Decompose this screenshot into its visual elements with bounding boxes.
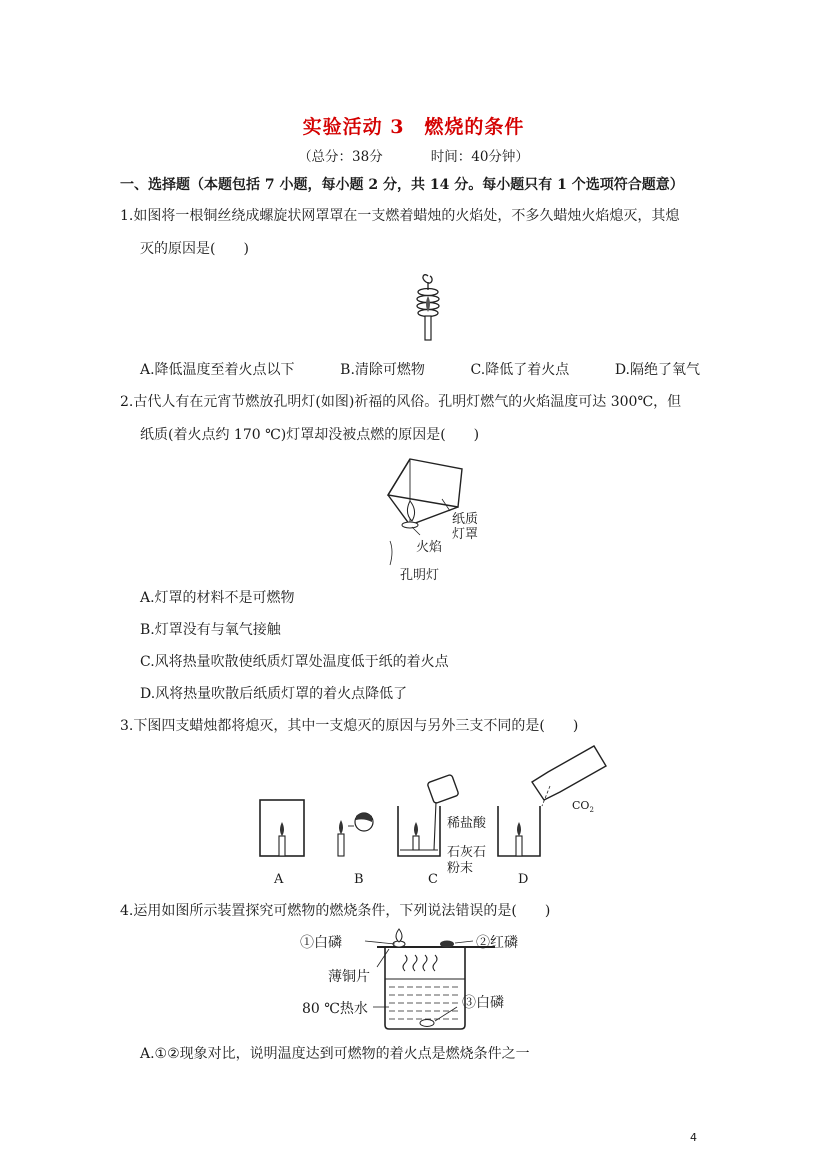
q3-label-limestone: 石灰石 bbox=[447, 845, 487, 860]
section-heading: 一、选择题（本题包括 7 小题，每小题 2 分，共 14 分。每小题只有 1 个选项符合题意） bbox=[120, 177, 684, 193]
page-number: 4 bbox=[690, 1131, 697, 1144]
q4-label-white-p-3: ③白磷 bbox=[462, 995, 504, 1011]
time-limit: 时间：40分钟） bbox=[430, 149, 529, 165]
q1-option-a[interactable]: A.降低温度至着火点以下 bbox=[140, 362, 295, 378]
q1-figure-coil-candle bbox=[408, 272, 448, 347]
q2-label-flame: 火焰 bbox=[416, 540, 443, 555]
question-3-line1: 3.下图四支蜡烛都将熄灭，其中一支熄灭的原因与另外三支不同的是( ) bbox=[120, 718, 579, 734]
question-1-options bbox=[140, 359, 700, 379]
q4-label-red-p-2: ②红磷 bbox=[476, 935, 518, 951]
co2-subscript: 2 bbox=[589, 806, 594, 815]
q3-label-c: C bbox=[428, 872, 438, 887]
q4-label-copper-sheet: 薄铜片 bbox=[328, 969, 370, 985]
question-1-line1: 1.如图将一根铜丝绕成螺旋状网罩罩在一支燃着蜡烛的火焰处，不多久蜡烛火焰熄灭，其熄 bbox=[120, 208, 680, 224]
q4-label-white-p-1: ①白磷 bbox=[300, 935, 342, 951]
q3-label-b: B bbox=[354, 872, 364, 887]
question-4-line1: 4.运用如图所示装置探究可燃物的燃烧条件，下列说法错误的是( ) bbox=[120, 903, 551, 919]
q3-label-powder: 粉末 bbox=[447, 861, 474, 876]
co2-text: CO bbox=[572, 799, 590, 812]
q2-option-a[interactable]: A.灯罩的材料不是可燃物 bbox=[140, 590, 295, 606]
exam-meta bbox=[0, 145, 827, 165]
q2-option-d[interactable]: D.风将热量吹散后纸质灯罩的着火点降低了 bbox=[140, 686, 408, 702]
q3-label-acid: 稀盐酸 bbox=[447, 816, 487, 831]
q1-option-b[interactable]: B.清除可燃物 bbox=[340, 362, 425, 378]
q3-label-co2 bbox=[572, 799, 594, 814]
q4-option-a[interactable]: A.①②现象对比，说明温度达到可燃物的着火点是燃烧条件之一 bbox=[140, 1046, 530, 1062]
q2-option-c[interactable]: C.风将热量吹散使纸质灯罩处温度低于纸的着火点 bbox=[140, 654, 449, 670]
q1-option-d[interactable]: D.隔绝了氧气 bbox=[614, 362, 700, 378]
question-2-line2: 纸质(着火点约 170 ℃)灯罩却没被点燃的原因是( ) bbox=[140, 427, 480, 443]
question-1-line2: 灭的原因是( ) bbox=[140, 241, 249, 257]
q4-label-hot-water: 80 ℃热水 bbox=[302, 1001, 368, 1017]
q2-option-b[interactable]: B.灯罩没有与氧气接触 bbox=[140, 622, 281, 638]
q2-figure-kongming-lamp bbox=[380, 455, 500, 580]
q2-label-lamp: 孔明灯 bbox=[400, 568, 440, 583]
page-title: 实验活动 3 燃烧的条件 bbox=[302, 116, 525, 138]
total-score: （总分：38分 bbox=[298, 149, 383, 165]
q3-label-a: A bbox=[274, 872, 284, 887]
q1-option-c[interactable]: C.降低了着火点 bbox=[470, 362, 570, 378]
q3-label-d: D bbox=[518, 872, 529, 887]
q3-figure-four-candles bbox=[250, 742, 620, 862]
q2-label-paper: 纸质 bbox=[452, 512, 479, 527]
question-2-line1: 2.古代人有在元宵节燃放孔明灯(如图)祈福的风俗。孔明灯燃气的火焰温度可达 300℃，但 bbox=[120, 394, 682, 410]
q2-label-shade: 灯罩 bbox=[452, 527, 479, 542]
